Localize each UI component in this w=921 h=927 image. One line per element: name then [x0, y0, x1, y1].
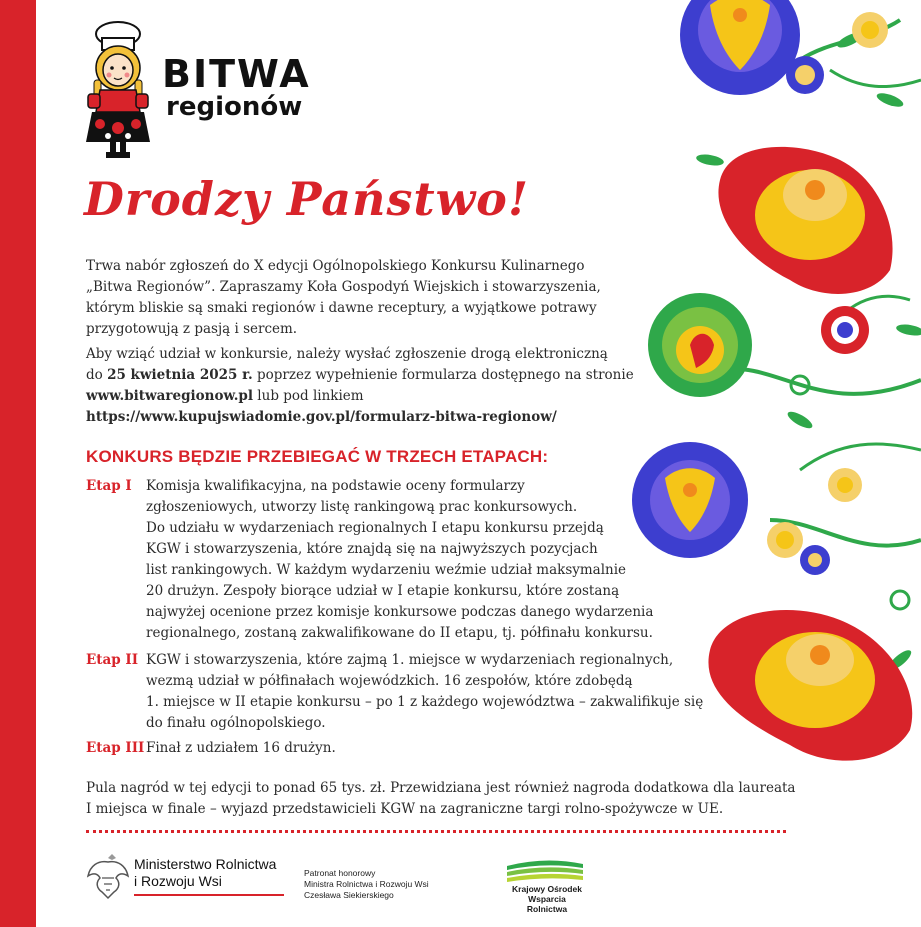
- dotted-divider: [86, 830, 786, 833]
- small-yellow-flower-icon: [852, 12, 888, 48]
- intro-line: „Bitwa Regionów”. Zapraszamy Koła Gospodyń Wiejskich i stowarzyszenia,: [86, 279, 601, 295]
- small-red-flower-icon: [821, 306, 869, 354]
- intro-text: lub pod linkiem: [253, 388, 364, 404]
- deadline-date: 25 kwietnia 2025 r.: [107, 367, 253, 383]
- red-flower-icon: [708, 610, 912, 761]
- ministry-line: Ministerstwo Rolnictwa: [134, 856, 277, 872]
- folk-flowers-decoration: [600, 0, 921, 780]
- outro-line: I miejsca w finale – wyjazd przedstawicieli KGW na zagraniczne targi rolno-spożywcze w UE.: [86, 801, 724, 817]
- stage-line: najwyżej ocenione przez komisje konkursowe podczas danego wydarzenia: [146, 604, 654, 620]
- small-yellow-flower-icon: [767, 522, 803, 558]
- kowr-fields-icon: [505, 856, 585, 884]
- patron-line: Czesława Siekierskiego: [304, 890, 394, 900]
- red-flower-icon: [718, 147, 892, 294]
- ministry-underline: [134, 894, 284, 896]
- website-link[interactable]: www.bitwaregionow.pl: [86, 388, 254, 404]
- stage-line: regionalnego, zostaną zakwalifikowane do II etapu, tj. półfinału konkursu.: [146, 625, 653, 641]
- ministry-name: [134, 856, 276, 890]
- outro-line: Pula nagród w tej edycji to ponad 65 tys. zł. Przewidziana jest również nagroda dodatkowa dla laureata: [86, 780, 796, 796]
- stage-line: 1. miejsce w II etapie konkursu – po 1 z każdego województwa – zakwalifikuje się: [146, 694, 704, 710]
- stage-line: Do udziału w wydarzeniach regionalnych I etapu konkursu przejdą: [146, 520, 604, 536]
- stage-line: KGW i stowarzyszenia, które znajdą się na najwyższych pozycjach: [146, 541, 598, 557]
- stage-label: Etap III: [86, 740, 145, 756]
- intro-text: poprzez wypełnienie formularza dostępnego na stronie: [252, 367, 634, 383]
- logo-title: BITWA: [162, 52, 311, 96]
- ministry-logo: [86, 852, 286, 902]
- form-link[interactable]: https://www.kupujswiadomie.gov.pl/formularz-bitwa-regionow/: [86, 409, 557, 425]
- kowr-logo: [505, 856, 585, 914]
- folk-girl-mascot-icon: [78, 20, 158, 160]
- kowr-line: Krajowy Ośrodek: [512, 884, 582, 894]
- patron-line: Ministra Rolnictwa i Rozwoju Wsi: [304, 879, 429, 889]
- patron-line: Patronat honorowy: [304, 868, 376, 878]
- blue-flower-icon: [632, 442, 748, 558]
- stage-line: KGW i stowarzyszenia, które zajmą 1. miejsce w wydarzeniach regionalnych,: [146, 652, 674, 668]
- ministry-line: i Rozwoju Wsi: [134, 873, 222, 889]
- left-red-bar: [0, 0, 36, 927]
- small-blue-flower-icon: [786, 56, 824, 94]
- intro-line: Aby wziąć udział w konkursie, należy wysłać zgłoszenie drogą elektroniczną: [86, 346, 608, 362]
- stage-line: list rankingowych. W każdym wydarzeniu weźmie udział maksymalnie: [146, 562, 627, 578]
- green-flower-icon: [648, 293, 752, 397]
- intro-line: którym bliskie są smaki regionów i dawne receptury, a wyjątkowe potrawy: [86, 300, 597, 316]
- kowr-name: [507, 884, 587, 914]
- intro-line: przygotowują z pasją i sercem.: [86, 321, 298, 337]
- intro-paragraph-1: [86, 256, 646, 340]
- intro-text: do: [86, 367, 108, 383]
- blue-flower-icon: [680, 0, 800, 95]
- stage-line: Komisja kwalifikacyjna, na podstawie oceny formularzy: [146, 478, 525, 494]
- stage-line: 20 drużyn. Zespoły biorące udział w I etapie konkursu, które zostaną: [146, 583, 620, 599]
- intro-line: Trwa nabór zgłoszeń do X edycji Ogólnopolskiego Konkursu Kulinarnego: [86, 258, 585, 274]
- stage-line: do finału ogólnopolskiego.: [146, 715, 326, 731]
- small-blue-flower-icon: [800, 545, 830, 575]
- logo-subtitle: regionów: [166, 92, 303, 122]
- stage-line: wezmą udział w półfinałach wojewódzkich. 16 zespołów, które zdobędą: [146, 673, 633, 689]
- kowr-line: Wsparcia Rolnictwa: [526, 894, 568, 914]
- honorary-patronage: [304, 868, 429, 901]
- section-title: KONKURS BĘDZIE PRZEBIEGAĆ W TRZECH ETAPACH:: [86, 447, 549, 466]
- stage-label: Etap II: [86, 652, 139, 668]
- stage-line: Finał z udziałem 16 drużyn.: [146, 740, 336, 756]
- bitwa-regionow-logo: [78, 20, 318, 160]
- page-heading: Drodzy Państwo!: [84, 172, 530, 226]
- stage-line: zgłoszeniowych, utworzy listę rankingową prac konkursowych.: [146, 499, 578, 515]
- prize-info: [86, 778, 806, 820]
- small-yellow-flower-icon: [828, 468, 862, 502]
- stage-label: Etap I: [86, 478, 132, 494]
- eagle-emblem-icon: [86, 852, 130, 902]
